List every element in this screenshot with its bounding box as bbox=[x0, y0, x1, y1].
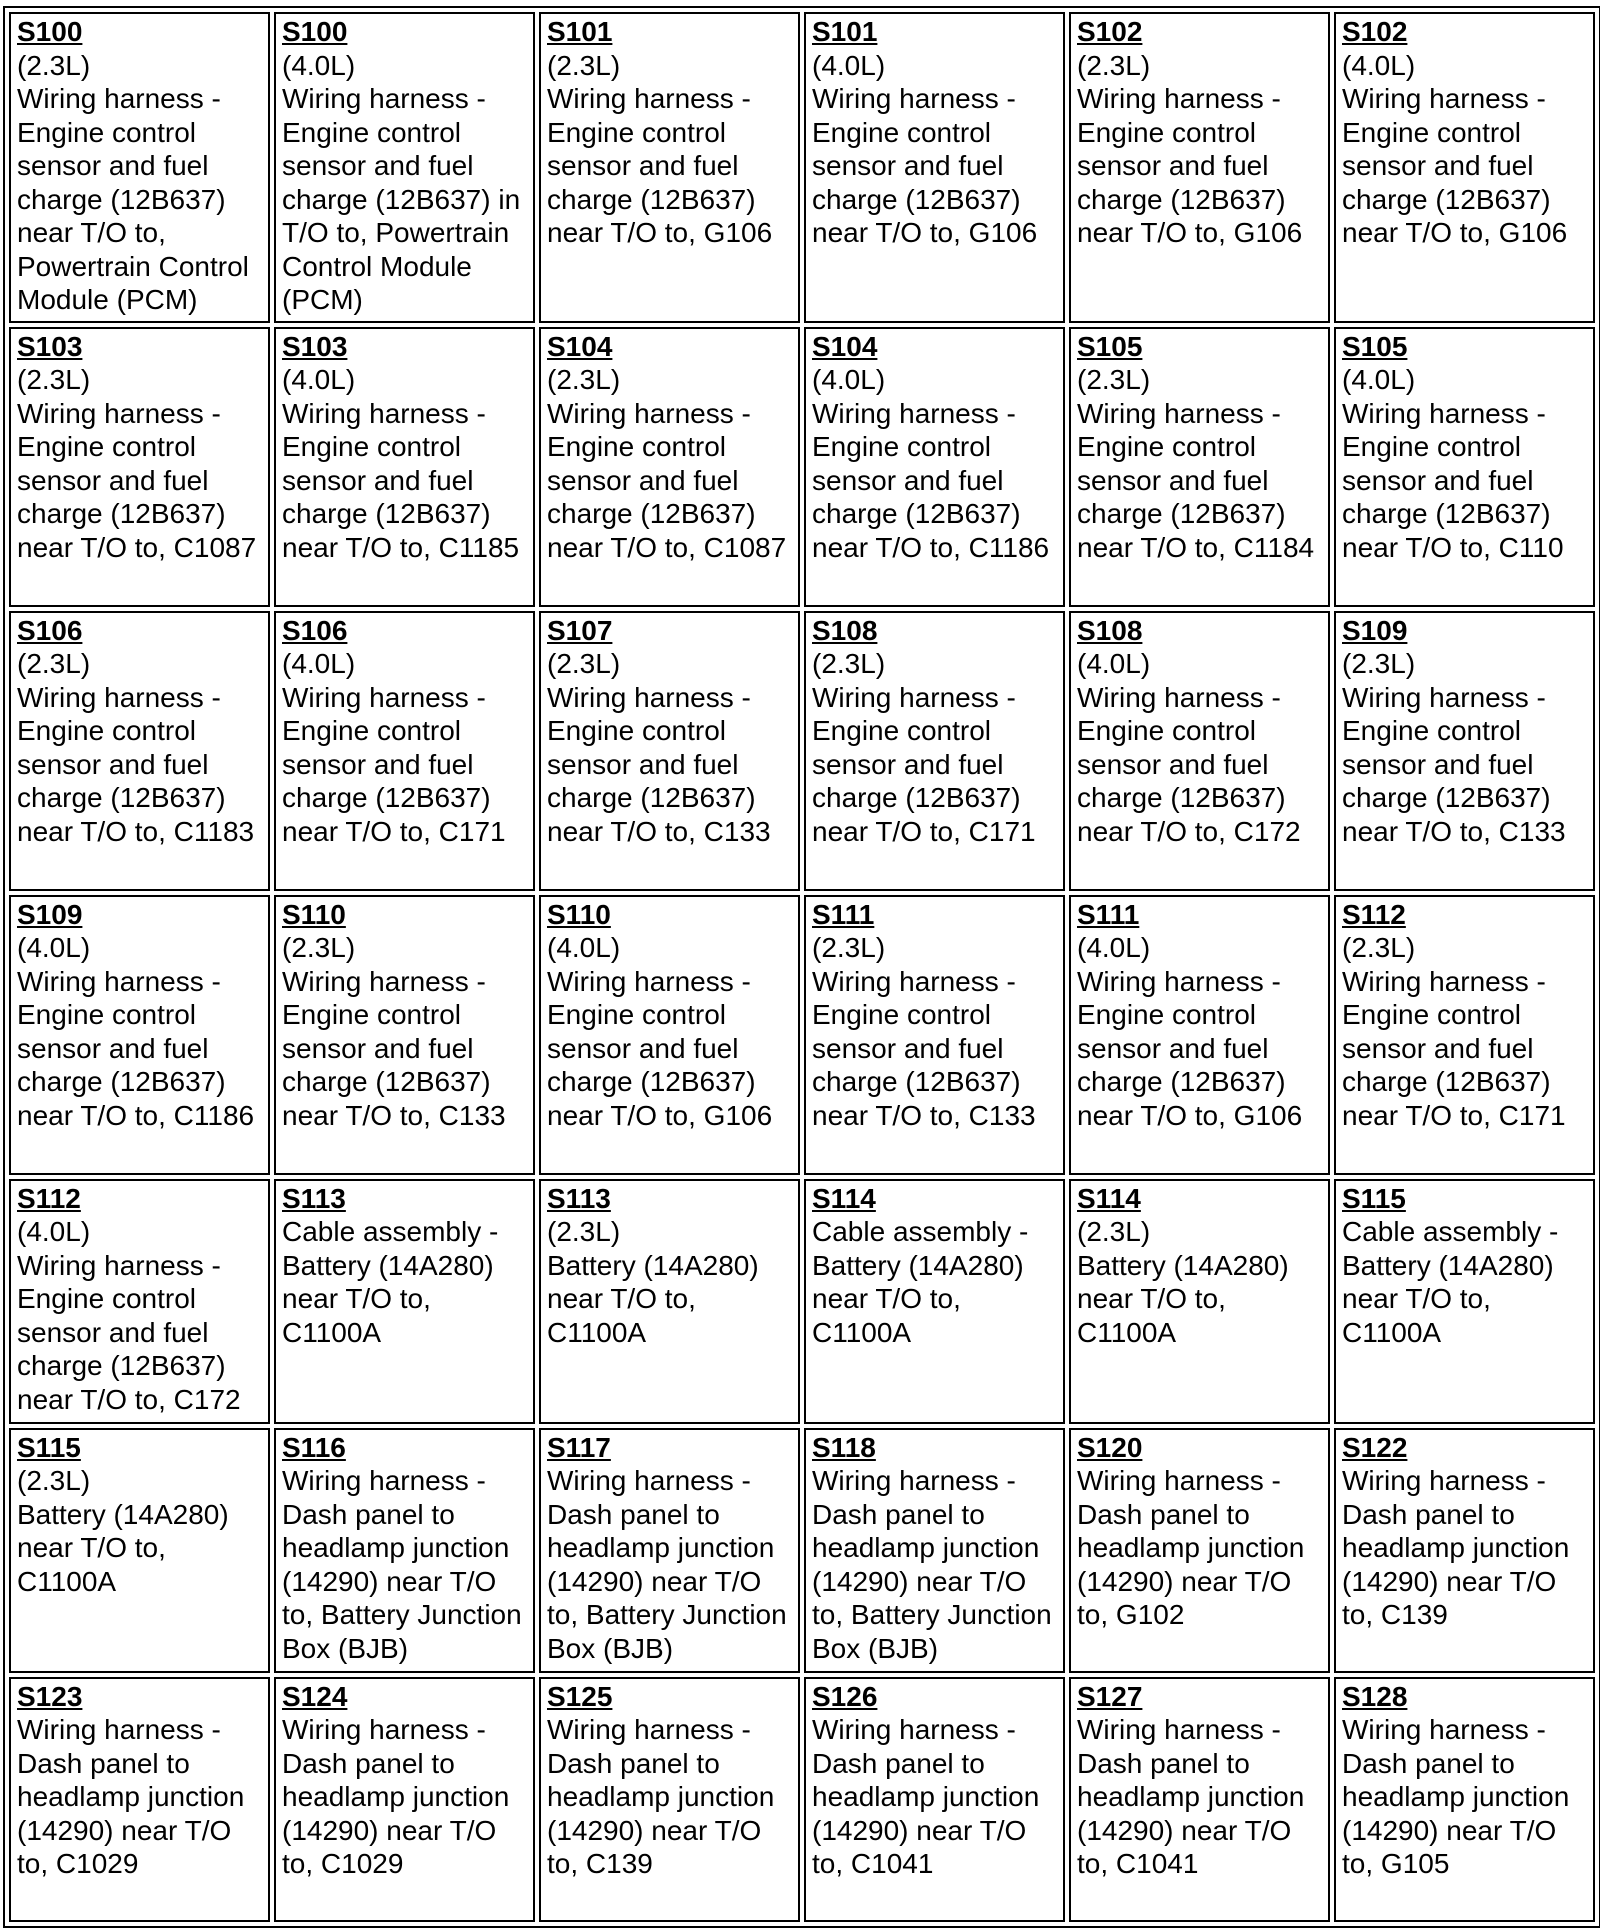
splice-cell bbox=[9, 327, 270, 607]
splice-cell bbox=[274, 327, 535, 607]
engine-variant: (4.0L) bbox=[812, 49, 886, 81]
engine-variant: (4.0L) bbox=[282, 648, 356, 679]
table-row bbox=[9, 1428, 1595, 1673]
splice-description: Wiring harness - Engine control sensor and fuel charge (12B637) near T/O to, C1185 bbox=[282, 397, 520, 563]
splice-description: Wiring harness - Engine control sensor and fuel charge (12B637) near T/O to, C133 bbox=[812, 965, 1036, 1131]
splice-cell bbox=[274, 12, 535, 323]
engine-variant: (2.3L) bbox=[17, 364, 91, 395]
splice-id-link[interactable]: S112 bbox=[1342, 898, 1406, 930]
splice-cell bbox=[274, 1428, 535, 1673]
splice-cell bbox=[804, 12, 1065, 323]
engine-variant: (2.3L) bbox=[547, 1216, 621, 1247]
splice-description: Wiring harness - Dash panel to headlamp junction (14290) near T/O to, C139 bbox=[547, 1714, 775, 1879]
splice-cell bbox=[9, 1677, 270, 1922]
splice-cell bbox=[804, 1677, 1065, 1922]
splice-id-link[interactable]: S103 bbox=[17, 330, 83, 362]
engine-variant: (4.0L) bbox=[17, 1216, 91, 1247]
splice-description: Wiring harness - Engine control sensor and fuel charge (12B637) near T/O to, C1184 bbox=[1077, 397, 1315, 563]
splice-description: Wiring harness - Dash panel to headlamp junction (14290) near T/O to, Battery Junction Box (BJB) bbox=[547, 1465, 787, 1664]
table-row bbox=[9, 327, 1595, 607]
splice-id-link[interactable]: S122 bbox=[1342, 1431, 1408, 1463]
splice-description: Cable assembly - Battery (14A280) near T/O to, C1100A bbox=[1342, 1216, 1559, 1348]
splice-id-link[interactable]: S125 bbox=[547, 1680, 613, 1712]
splice-description: Wiring harness - Engine control sensor and fuel charge (12B637) near T/O to, C1186 bbox=[17, 965, 255, 1131]
splice-description: Wiring harness - Dash panel to headlamp junction (14290) near T/O to, C1041 bbox=[812, 1714, 1040, 1879]
splice-id-link[interactable]: S108 bbox=[812, 614, 878, 646]
engine-variant: (2.3L) bbox=[547, 49, 621, 81]
splice-cell bbox=[9, 1428, 270, 1673]
table-row bbox=[9, 12, 1595, 323]
splice-description: Wiring harness - Engine control sensor and fuel charge (12B637) near T/O to, C172 bbox=[1077, 681, 1301, 847]
splice-cell bbox=[1334, 1677, 1595, 1922]
splice-cell bbox=[539, 1179, 800, 1424]
splice-id-link[interactable]: S116 bbox=[282, 1431, 346, 1463]
splice-cell bbox=[1069, 1677, 1330, 1922]
splice-id-link[interactable]: S109 bbox=[1342, 614, 1408, 646]
splice-description: Wiring harness - Engine control sensor and fuel charge (12B637) near T/O to, C172 bbox=[17, 1249, 241, 1415]
engine-variant: (4.0L) bbox=[1342, 49, 1416, 81]
splice-id-link[interactable]: S124 bbox=[282, 1680, 348, 1712]
engine-variant: (2.3L) bbox=[1077, 1216, 1151, 1247]
splice-id-link[interactable]: S106 bbox=[282, 614, 348, 646]
splice-table-body bbox=[9, 12, 1595, 1922]
engine-variant: (4.0L) bbox=[547, 932, 621, 963]
splice-id-link[interactable]: S115 bbox=[17, 1431, 81, 1463]
splice-id-link[interactable]: S104 bbox=[812, 330, 878, 362]
splice-description: Wiring harness - Engine control sensor and fuel charge (12B637) near T/O to, G106 bbox=[1077, 965, 1303, 1131]
splice-description: Wiring harness - Dash panel to headlamp junction (14290) near T/O to, Battery Junction Box (BJB) bbox=[812, 1465, 1052, 1664]
splice-description: Wiring harness - Engine control sensor and fuel charge (12B637) near T/O to, Powertrain Control Module (PCM) bbox=[17, 83, 249, 315]
engine-variant: (4.0L) bbox=[812, 364, 886, 395]
splice-id-link[interactable]: S118 bbox=[812, 1431, 876, 1463]
splice-id-link[interactable]: S107 bbox=[547, 614, 613, 646]
engine-variant: (2.3L) bbox=[1077, 49, 1151, 81]
splice-cell bbox=[9, 1179, 270, 1424]
splice-id-link[interactable]: S112 bbox=[17, 1182, 81, 1214]
splice-cell bbox=[1069, 895, 1330, 1175]
splice-id-link[interactable]: S120 bbox=[1077, 1431, 1143, 1463]
splice-description: Wiring harness - Engine control sensor and fuel charge (12B637) near T/O to, C171 bbox=[282, 681, 506, 847]
engine-variant: (4.0L) bbox=[1077, 648, 1151, 679]
table-row bbox=[9, 1179, 1595, 1424]
splice-description: Wiring harness - Engine control sensor and fuel charge (12B637) near T/O to, C1087 bbox=[17, 397, 257, 563]
splice-description: Wiring harness - Engine control sensor and fuel charge (12B637) near T/O to, C1186 bbox=[812, 397, 1050, 563]
splice-id-link[interactable]: S109 bbox=[17, 898, 83, 930]
engine-variant: (4.0L) bbox=[1077, 932, 1151, 963]
splice-cell bbox=[274, 611, 535, 891]
splice-description: Wiring harness - Dash panel to headlamp junction (14290) near T/O to, G102 bbox=[1077, 1465, 1305, 1630]
splice-description: Wiring harness - Engine control sensor and fuel charge (12B637) near T/O to, G106 bbox=[1342, 83, 1568, 248]
splice-id-link[interactable]: S117 bbox=[547, 1431, 611, 1463]
splice-cell bbox=[1069, 611, 1330, 891]
splice-id-link[interactable]: S113 bbox=[547, 1182, 611, 1214]
engine-variant: (4.0L) bbox=[1342, 364, 1416, 395]
splice-description: Wiring harness - Engine control sensor and fuel charge (12B637) near T/O to, G106 bbox=[812, 83, 1038, 248]
splice-cell bbox=[1334, 327, 1595, 607]
splice-cell bbox=[804, 327, 1065, 607]
splice-cell bbox=[804, 1179, 1065, 1424]
splice-cell bbox=[539, 1428, 800, 1673]
splice-description: Cable assembly - Battery (14A280) near T/O to, C1100A bbox=[282, 1216, 499, 1348]
engine-variant: (2.3L) bbox=[812, 648, 886, 679]
splice-id-link[interactable]: S128 bbox=[1342, 1680, 1408, 1712]
splice-location-table bbox=[3, 6, 1600, 1928]
engine-variant: (4.0L) bbox=[282, 49, 356, 81]
engine-variant: (4.0L) bbox=[17, 932, 91, 963]
splice-description: Cable assembly - Battery (14A280) near T/O to, C1100A bbox=[812, 1216, 1029, 1348]
engine-variant: (2.3L) bbox=[17, 648, 91, 679]
splice-cell bbox=[1334, 895, 1595, 1175]
engine-variant: (2.3L) bbox=[812, 932, 886, 963]
splice-id-link[interactable]: S102 bbox=[1077, 16, 1143, 47]
engine-variant: (2.3L) bbox=[1077, 364, 1151, 395]
engine-variant: (4.0L) bbox=[282, 364, 356, 395]
splice-cell bbox=[1334, 12, 1595, 323]
splice-id-link[interactable]: S113 bbox=[282, 1182, 346, 1214]
splice-description: Wiring harness - Engine control sensor and fuel charge (12B637) near T/O to, G106 bbox=[1077, 83, 1303, 248]
splice-cell bbox=[1069, 1428, 1330, 1673]
splice-cell bbox=[1334, 1179, 1595, 1424]
splice-id-link[interactable]: S110 bbox=[282, 898, 346, 930]
splice-description: Wiring harness - Dash panel to headlamp junction (14290) near T/O to, C1029 bbox=[282, 1714, 510, 1879]
splice-id-link[interactable]: S102 bbox=[1342, 16, 1408, 47]
splice-id-link[interactable]: S114 bbox=[812, 1182, 876, 1214]
splice-id-link[interactable]: S126 bbox=[812, 1680, 878, 1712]
splice-id-link[interactable]: S103 bbox=[282, 330, 348, 362]
splice-cell bbox=[539, 1677, 800, 1922]
splice-cell bbox=[1334, 611, 1595, 891]
splice-cell bbox=[804, 895, 1065, 1175]
splice-id-link[interactable]: S115 bbox=[1342, 1182, 1406, 1214]
splice-cell bbox=[1069, 1179, 1330, 1424]
splice-description: Battery (14A280) near T/O to, C1100A bbox=[17, 1498, 229, 1597]
splice-description: Wiring harness - Dash panel to headlamp junction (14290) near T/O to, C1041 bbox=[1077, 1714, 1305, 1879]
splice-description: Battery (14A280) near T/O to, C1100A bbox=[1077, 1249, 1289, 1348]
splice-description: Wiring harness - Engine control sensor and fuel charge (12B637) near T/O to, G106 bbox=[547, 83, 773, 248]
splice-id-link[interactable]: S127 bbox=[1077, 1680, 1143, 1712]
splice-description: Wiring harness - Engine control sensor and fuel charge (12B637) near T/O to, C171 bbox=[1342, 965, 1566, 1131]
splice-description: Wiring harness - Engine control sensor and fuel charge (12B637) near T/O to, G106 bbox=[547, 965, 773, 1131]
splice-description: Wiring harness - Engine control sensor and fuel charge (12B637) near T/O to, C133 bbox=[282, 965, 506, 1131]
splice-id-link[interactable]: S108 bbox=[1077, 614, 1143, 646]
splice-cell bbox=[539, 327, 800, 607]
splice-cell bbox=[274, 895, 535, 1175]
splice-cell bbox=[1334, 1428, 1595, 1673]
splice-description: Battery (14A280) near T/O to, C1100A bbox=[547, 1249, 759, 1348]
engine-variant: (2.3L) bbox=[17, 1465, 91, 1496]
splice-description: Wiring harness - Engine control sensor and fuel charge (12B637) near T/O to, C110 bbox=[1342, 397, 1564, 563]
splice-cell bbox=[804, 1428, 1065, 1673]
splice-description: Wiring harness - Dash panel to headlamp junction (14290) near T/O to, C139 bbox=[1342, 1465, 1570, 1630]
splice-description: Wiring harness - Dash panel to headlamp junction (14290) near T/O to, C1029 bbox=[17, 1714, 245, 1879]
splice-cell bbox=[1069, 327, 1330, 607]
table-row bbox=[9, 611, 1595, 891]
splice-id-link[interactable]: S110 bbox=[547, 898, 611, 930]
splice-description: Wiring harness - Dash panel to headlamp junction (14290) near T/O to, G105 bbox=[1342, 1714, 1570, 1879]
splice-id-link[interactable]: S111 bbox=[1077, 898, 1140, 930]
splice-cell bbox=[274, 1179, 535, 1424]
splice-cell bbox=[539, 12, 800, 323]
splice-id-link[interactable]: S105 bbox=[1077, 330, 1143, 362]
splice-id-link[interactable]: S104 bbox=[547, 330, 613, 362]
splice-id-link[interactable]: S100 bbox=[17, 16, 83, 47]
splice-description: Wiring harness - Engine control sensor and fuel charge (12B637) near T/O to, C1183 bbox=[17, 681, 255, 847]
engine-variant: (2.3L) bbox=[547, 648, 621, 679]
splice-id-link[interactable]: S105 bbox=[1342, 330, 1408, 362]
table-row bbox=[9, 895, 1595, 1175]
splice-cell bbox=[539, 611, 800, 891]
splice-id-link[interactable]: S106 bbox=[17, 614, 83, 646]
table-row bbox=[9, 1677, 1595, 1922]
engine-variant: (2.3L) bbox=[17, 49, 91, 81]
engine-variant: (2.3L) bbox=[1342, 648, 1416, 679]
splice-cell bbox=[1069, 12, 1330, 323]
splice-description: Wiring harness - Engine control sensor and fuel charge (12B637) near T/O to, C133 bbox=[1342, 681, 1566, 847]
splice-description: Wiring harness - Engine control sensor and fuel charge (12B637) near T/O to, C1087 bbox=[547, 397, 787, 563]
splice-id-link[interactable]: S101 bbox=[812, 16, 878, 47]
engine-variant: (2.3L) bbox=[1342, 932, 1416, 963]
splice-cell bbox=[9, 895, 270, 1175]
splice-cell bbox=[9, 12, 270, 323]
splice-cell bbox=[539, 895, 800, 1175]
engine-variant: (2.3L) bbox=[282, 932, 356, 963]
splice-cell bbox=[274, 1677, 535, 1922]
splice-id-link[interactable]: S123 bbox=[17, 1680, 83, 1712]
engine-variant: (2.3L) bbox=[547, 364, 621, 395]
splice-description: Wiring harness - Engine control sensor and fuel charge (12B637) near T/O to, C171 bbox=[812, 681, 1036, 847]
splice-id-link[interactable]: S111 bbox=[812, 898, 875, 930]
splice-description: Wiring harness - Engine control sensor and fuel charge (12B637) in T/O to, Powertrain Control Module (PCM) bbox=[282, 83, 521, 315]
splice-id-link[interactable]: S101 bbox=[547, 16, 613, 47]
splice-description: Wiring harness - Engine control sensor and fuel charge (12B637) near T/O to, C133 bbox=[547, 681, 771, 847]
splice-cell bbox=[804, 611, 1065, 891]
splice-id-link[interactable]: S114 bbox=[1077, 1182, 1141, 1214]
splice-cell bbox=[9, 611, 270, 891]
splice-description: Wiring harness - Dash panel to headlamp junction (14290) near T/O to, Battery Junction Box (BJB) bbox=[282, 1465, 522, 1664]
splice-id-link[interactable]: S100 bbox=[282, 16, 348, 47]
